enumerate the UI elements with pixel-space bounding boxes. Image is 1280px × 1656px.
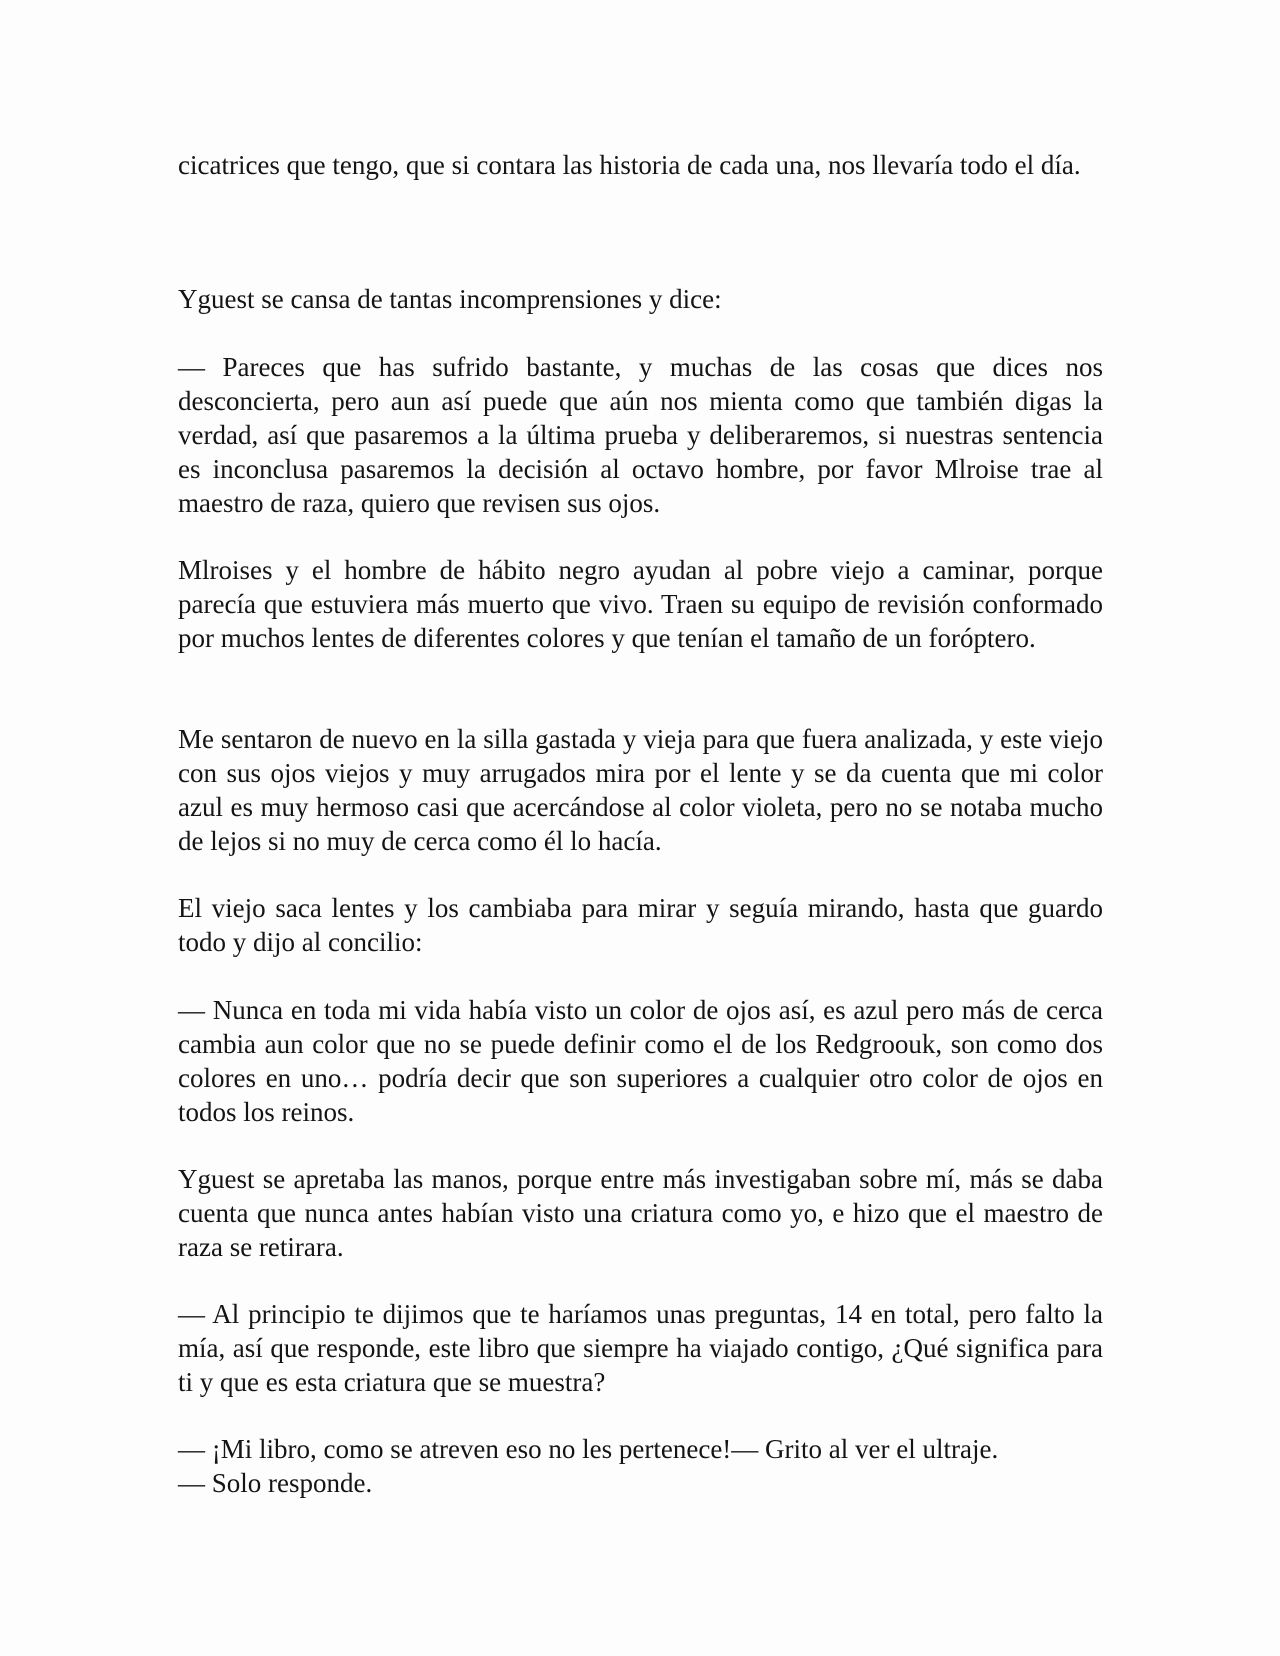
paragraph-5: Me sentaron de nuevo en la silla gastada y vieja para que fuera analizada, y este viejo con sus ojos viejos y muy arrugados mira por el lente y se da cuenta que mi color azul es muy hermoso casi que acercándose al color violeta, pero no se notaba mucho de lejos si no muy de cerca como él lo hacía.	[178, 724, 1103, 856]
paragraph-2: Yguest se cansa de tantas incomprensiones y dice:	[178, 284, 722, 314]
paragraph-8: Yguest se apretaba las manos, porque entre más investigaban sobre mí, más se daba cuenta que nunca antes habían visto una criatura como yo, e hizo que el maestro de raza se retirara.	[178, 1164, 1103, 1262]
paragraph-3: — Pareces que has sufrido bastante, y muchas de las cosas que dices nos desconcierta, pero aun así puede que aún nos mienta como que también digas la verdad, así que pasaremos a la última prueba y deliberaremos, si nuestras sentencia es inconclusa pasaremos la decisión al octavo hombre, por favor Mlroise trae al maestro de raza, quiero que revisen sus ojos.	[178, 352, 1103, 518]
paragraph-9: — Al principio te dijimos que te haríamos unas preguntas, 14 en total, pero falto la mía, así que responde, este libro que siempre ha viajado contigo, ¿Qué significa para ti y que es esta criatura que se muestra?	[178, 1299, 1103, 1397]
paragraph-10: — ¡Mi libro, como se atreven eso no les pertenece!— Grito al ver el ultraje.	[178, 1434, 999, 1464]
paragraph-1: cicatrices que tengo, que si contara las historia de cada una, nos llevaría todo el día.	[178, 150, 1081, 180]
paragraph-4: Mlroises y el hombre de hábito negro ayudan al pobre viejo a caminar, porque parecía que estuviera más muerto que vivo. Traen su equipo de revisión conformado por muchos lentes de diferentes colores y que tenían el tamaño de un foróptero.	[178, 555, 1103, 653]
paragraph-11: — Solo responde.	[178, 1468, 373, 1498]
paragraph-7: — Nunca en toda mi vida había visto un color de ojos así, es azul pero más de cerca cambia aun color que no se puede definir como el de los Redgroouk, son como dos colores en uno… podría decir que son superiores a cualquier otro color de ojos en todos los reinos.	[178, 995, 1103, 1127]
paragraph-6: El viejo saca lentes y los cambiaba para mirar y seguía mirando, hasta que guardo todo y dijo al concilio:	[178, 893, 1103, 957]
